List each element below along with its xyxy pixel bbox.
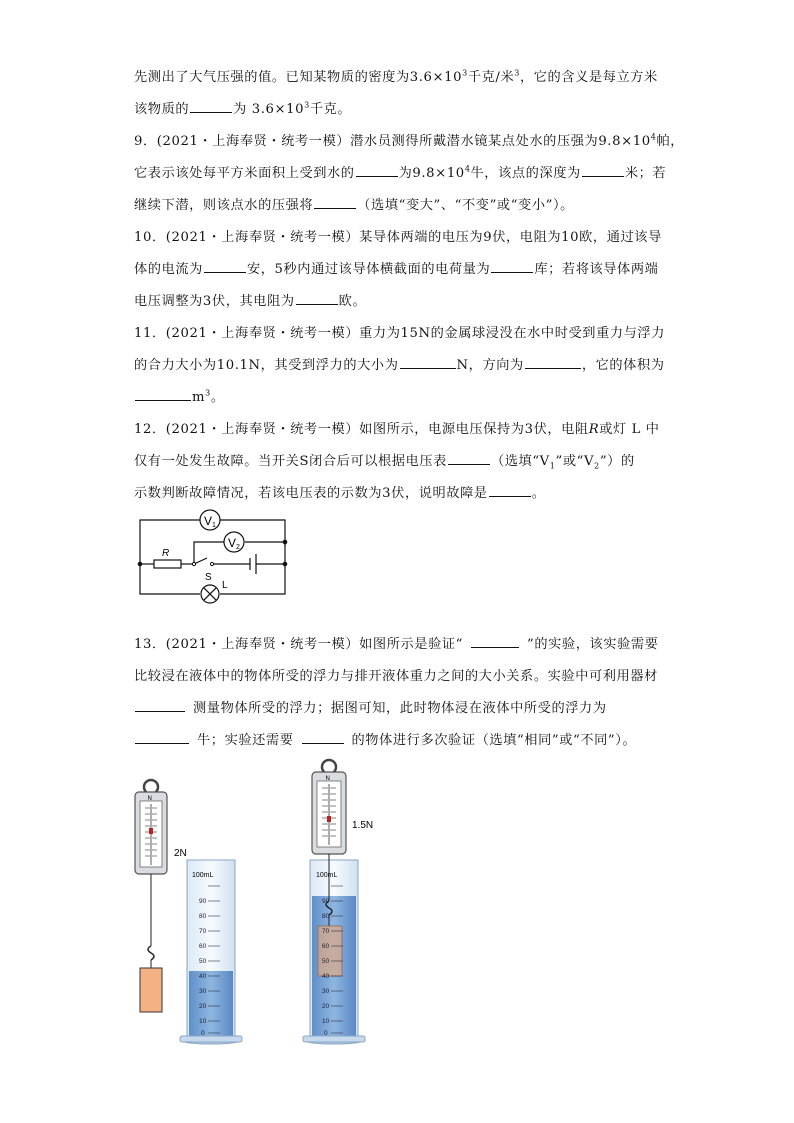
- pointer-icon: [149, 828, 153, 834]
- answer-blank[interactable]: [204, 271, 246, 273]
- wire: [194, 542, 224, 564]
- cylinder-label-right: 100mL: [316, 872, 338, 879]
- svg-text:30: 30: [322, 988, 330, 995]
- answer-blank[interactable]: [135, 710, 185, 712]
- svg-text:40: 40: [322, 973, 330, 980]
- svg-text:70: 70: [322, 928, 330, 935]
- question-9: 9．(2021・上海奉贤・统考一模）潜水员测得所戴潜水镜某点处水的压强为$9.8\times 10^4$帕，: [134, 132, 685, 149]
- text-line: 牛；实验还需要 的物体进行多次验证（选填“相同”或“不同”）。: [134, 729, 636, 748]
- text-line: 该物质的 为 $3.6\times 10^3$千克。: [134, 100, 352, 117]
- v2-sub: 2: [236, 544, 240, 551]
- text-line: 比较浸在液体中的物体所受的浮力与排开液体重力之间的大小关系。实验中可利用器材: [134, 669, 658, 684]
- answer-blank[interactable]: [135, 399, 191, 401]
- text-line: $m^3$。: [134, 386, 225, 405]
- switch-icon: [194, 558, 207, 564]
- text-line: 仅有一处发生故障。当开关S闭合后可以根据电压表 （选填“$V_1$”或“$V_2$”）的: [134, 454, 635, 471]
- wire: [245, 542, 285, 546]
- svg-text:90: 90: [199, 898, 207, 905]
- hook-icon: [148, 946, 154, 960]
- svg-text:50: 50: [322, 958, 330, 965]
- buoyancy-apparatus: [130, 756, 374, 1051]
- answer-blank[interactable]: [525, 367, 581, 369]
- scale-unit-left: N: [147, 796, 152, 802]
- answer-blank[interactable]: [314, 207, 356, 209]
- answer-blank[interactable]: [296, 303, 338, 305]
- graduated-cylinder-left: [180, 860, 242, 1044]
- answer-blank[interactable]: [302, 742, 344, 744]
- resistor-icon: [154, 560, 181, 568]
- question-13: 13．(2021・上海奉贤・统考一模）如图所示是验证“ ”的实验，该实验需要: [134, 637, 659, 652]
- answer-blank[interactable]: [400, 367, 456, 369]
- wire: [140, 520, 200, 564]
- s-label: S: [205, 572, 212, 583]
- v2-label: V: [228, 536, 237, 550]
- text-line: 示数判断故障情况，若该电压表的示数为3伏，说明故障是 。: [134, 486, 546, 501]
- left-reading: 2N: [174, 848, 187, 859]
- right-reading: 1.5N: [352, 820, 374, 831]
- l-label: L: [222, 580, 228, 591]
- text-line: 测量物体所受的浮力；据图可知，此时物体浸在液体中所受的浮力为: [134, 697, 607, 716]
- switch-contact: [210, 562, 213, 565]
- svg-text:0: 0: [324, 1030, 328, 1037]
- answer-blank[interactable]: [190, 111, 232, 113]
- answer-blank[interactable]: [471, 646, 519, 648]
- junction-dot: [138, 562, 143, 567]
- wire: [220, 564, 285, 594]
- question-12: 12．(2021・上海奉贤・统考一模）如图所示，电源电压保持为3伏，电阻R或灯 L 中: [134, 422, 660, 437]
- question-10: 10．(2021・上海奉贤・统考一模）某导体两端的电压为9伏，电阻为10欧，通过该导: [134, 230, 662, 245]
- svg-text:20: 20: [322, 1003, 330, 1010]
- svg-text:60: 60: [322, 943, 330, 950]
- svg-text:80: 80: [322, 913, 330, 920]
- text-line: 体的电流为 安，5秒内通过该导体横截面的电荷量为 库；若将该导体两端: [134, 262, 659, 277]
- svg-text:10: 10: [322, 1018, 330, 1025]
- answer-blank[interactable]: [582, 175, 624, 177]
- r-label: R: [162, 548, 170, 559]
- svg-text:20: 20: [199, 1003, 207, 1010]
- cylinder-label-left: 100mL: [192, 872, 214, 879]
- answer-blank[interactable]: [448, 463, 490, 465]
- switch-contact: [192, 562, 195, 565]
- svg-text:60: 60: [199, 943, 207, 950]
- text-line: 的合力大小为10.1N，其受到浮力的大小为 N，方向为 ，它的体积为: [134, 358, 665, 373]
- question-11: 11．(2021・上海奉贤・统考一模）重力为15N的金属球浸没在水中时受到重力与浮力: [134, 326, 666, 341]
- v1-label: V: [204, 514, 213, 528]
- svg-text:10: 10: [199, 1018, 207, 1025]
- graduated-cylinder-right: [303, 854, 365, 1044]
- text-line: 先测出了大气压强的值。已知某物质的密度为$3.6\times 10^3$千克/米$^3$，它的含义是每立方米: [134, 68, 658, 85]
- spring-scale-right: [312, 760, 346, 854]
- text-line: 电压调整为3伏，其电阻为 欧。: [134, 294, 367, 309]
- junction-dot: [283, 562, 288, 567]
- answer-blank[interactable]: [489, 495, 531, 497]
- text-line: 它表示该处每平方米面积上受到水的 为$9.8\times 10^4$牛，该点的深度为 米；若: [134, 164, 667, 181]
- spring-scale-left: [135, 780, 167, 1012]
- svg-text:30: 30: [199, 988, 207, 995]
- svg-text:90: 90: [322, 898, 330, 905]
- answer-blank[interactable]: [491, 271, 533, 273]
- svg-text:0: 0: [201, 1030, 205, 1037]
- pointer-icon: [327, 816, 331, 822]
- svg-text:50: 50: [199, 958, 207, 965]
- circuit-diagram: [132, 508, 297, 608]
- svg-text:70: 70: [199, 928, 207, 935]
- answer-blank[interactable]: [135, 742, 189, 744]
- svg-text:80: 80: [199, 913, 207, 920]
- answer-blank[interactable]: [356, 175, 398, 177]
- scale-unit-right: N: [325, 776, 330, 782]
- svg-text:40: 40: [199, 973, 207, 980]
- v1-sub: 1: [212, 522, 216, 529]
- text-line: 继续下潜，则该点水的压强将 （选填“变大”、“不变”或“变小”）。: [134, 198, 574, 213]
- metal-block: [140, 968, 162, 1012]
- junction-dot: [283, 540, 288, 545]
